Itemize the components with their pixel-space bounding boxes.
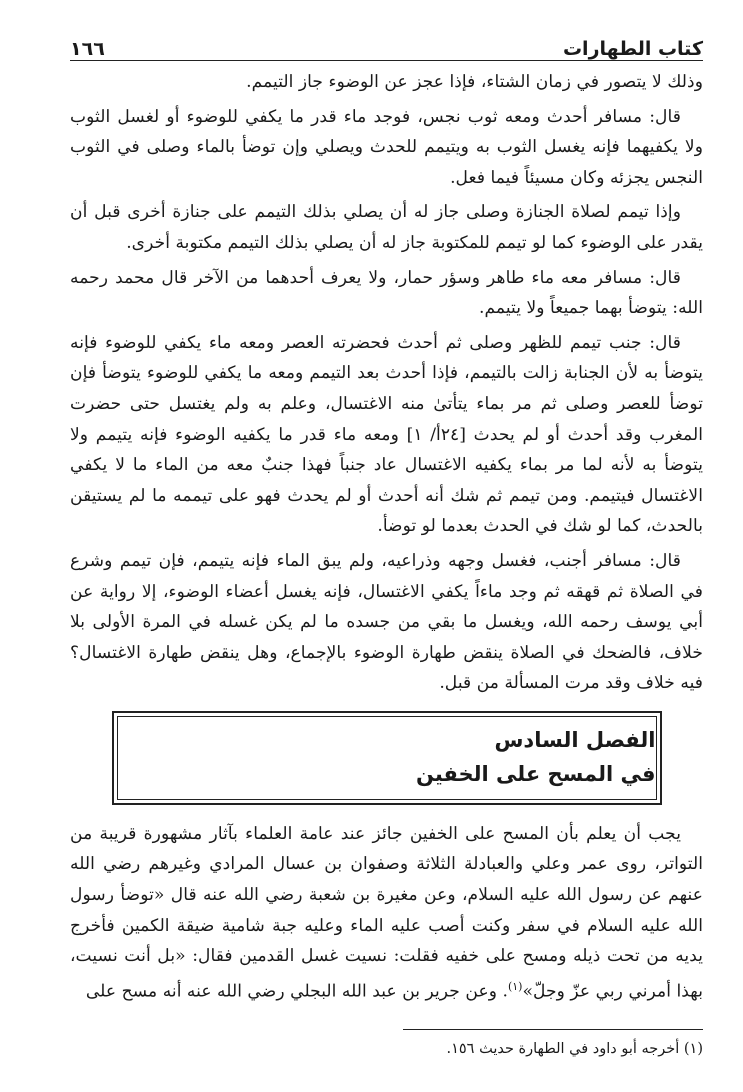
paragraph: قال: مسافر أحدث ومعه ثوب نجس، فوجد ماء قدر ما يكفي للوضوء أو لغسل الثوب ولا يكفيهما فإنه يغسل الثوب به ويتيمم للحدث ويصلي وإن توضأ بالماء وصلى في الثوب النجس يجزئه وكان مسيئاً فيما فعل. — [70, 106, 703, 188]
book-title: كتاب الطهارات — [562, 38, 703, 60]
page-header — [70, 28, 703, 61]
paragraph-text-end: . وعن جرير بن عبد الله البجلي رضي الله عنه أنه مسح على — [85, 981, 508, 1002]
paragraph: وإذا تيمم لصلاة الجنازة وصلى جاز له أن يصلي بذلك التيمم على جنازة أخرى قبل أن يقدر على الوضوء كما لو تيمم للمكتوبة جاز له أن يصلي بذلك التيمم مكتوبة أخرى. — [70, 202, 703, 253]
chapter-heading-box — [112, 711, 662, 805]
paragraph: قال: مسافر أجنب، فغسل وجهه وذراعيه، ولم يبق الماء فإنه يتيمم، فإن تيمم وشرع في الصلاة ثم قهقه ثم وجد ماءاً يكفي الاغتسال، فإنه يغسل أعضاء الوضوء، إلا رواية عن أبي يوسف رحمه الله، ويغسل ما بقي من جسده ما لم يكن غسله في المرة الأولى بلا خلاف، فالضحك في الصلاة ينقض طهارة الوضوء بالإجماع، وهل ينقض طهارة الاغتسال؟ فيه خلاف وقد مرت المسألة من قبل. — [70, 550, 703, 694]
chapter-heading — [117, 716, 657, 800]
footnote: (١) أخرجه أبو داود في الطهارة حديث ١٥٦. — [446, 1041, 703, 1058]
paragraph-text: يجب أن يعلم بأن المسح على الخفين جائز عند عامة العلماء بآثار مشهورة قريبة من التواتر، روى عمر وعلي والعبادلة الثلاثة وصفوان بن عسال المرادي وغيرهم رضي الله عنهم عن رسول الله عليه السلام، وعن مغيرة بن شعبة رضي الله عنه قال «توضأ رسول الله عليه السلام في سفر وكنت أصب عليه الماء وعليه جبة شامية ضيقة الكمين فأخرج يديه من تحت ذيله ومسح على خفيه فقلت: نسيت غسل القدمين فقال: «بل أنت نسيت، بهذا أمرني ربي عزّ وجلّ» — [70, 823, 703, 1002]
paragraph: وذلك لا يتصور في زمان الشتاء، فإذا عجز عن الوضوء جاز التيمم. — [246, 72, 703, 92]
chapter-title: في المسح على الخفين — [415, 761, 656, 786]
footnote-reference: (١) — [507, 979, 523, 993]
paragraph: قال: مسافر معه ماء طاهر وسؤر حمار، ولا يعرف أحدهما من الآخر قال محمد رحمه الله: يتوضأ بهما جميعاً ولا يتيمم. — [70, 267, 703, 319]
page-number: ١٦٦ — [70, 38, 105, 60]
page — [70, 28, 703, 1060]
chapter-number: الفصل السادس — [494, 727, 656, 752]
main-text — [70, 67, 703, 1007]
paragraph: قال: جنب تيمم للظهر وصلى ثم أحدث فحضرته العصر ومعه ماء يكفي للوضوء فإنه يتوضأ به لأن الجنابة زالت بالتيمم، فإذا أحدث بعد التيمم ومعه ما يكفي للوضوء يتوضأ فإن توضأ للعصر وصلى ثم مر بماء يتأتىٰ منه الاغتسال، وعلم به ولم يغتسل حتى حضرت المغرب وقد أحدث أو لم يحدث [٢٤أ/ ١] ومعه ماء قدر ما يكفيه الوضوء فإنه يتيمم ولا يتوضأ به لأنه لما مر بماء يكفيه الاغتسال عاد جنباً فهذا جنبٌ معه من الماء ما لا يكفي الاغتسال فيتيمم. ومن تيمم ثم شك أنه أحدث أو لم يحدث فهو على تيممه ما لم يستيقن بالحدث، كما لو شك في الحدث بعدما لو توضأ. — [70, 332, 703, 537]
footnote-divider — [403, 1029, 703, 1030]
paragraph — [70, 819, 703, 1007]
